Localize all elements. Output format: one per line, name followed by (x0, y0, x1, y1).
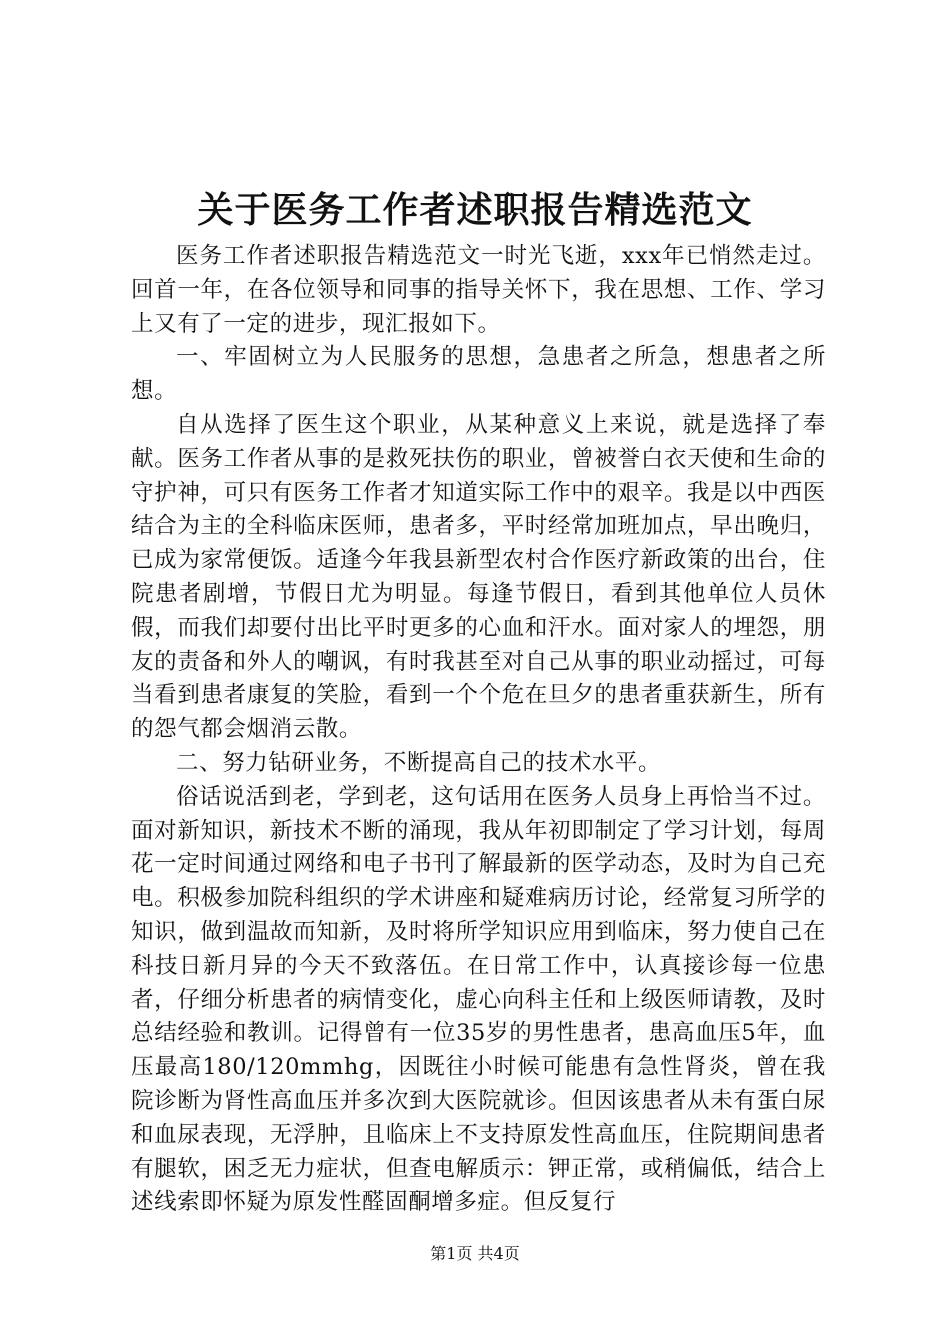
paragraph-section-2: 俗话说活到老，学到老，这句话用在医务人员身上再恰当不过。面对新知识，新技术不断的涌现，我从年初即制定了学习计划，每周花一定时间通过网络和电子书刊了解最新的医学动态，及时为自己充电。积极参加院科组织的学术讲座和疑难病历讨论，经常复习所学的知识，做到温故而知新，及时将所学知识应用到临床，努力使自己在科技日新月异的今天不致落伍。在日常工作中，认真接诊每一位患者，仔细分析患者的病情变化，虚心向科主任和上级医师请教，及时总结经验和教训。记得曾有一位35岁的男性患者，患高血压5年，血压最高180/120mmhg，因既往小时候可能患有急性肾炎，曾在我院诊断为肾性高血压并多次到大医院就诊。但因该患者从未有蛋白尿和血尿表现，无浮肿，且临床上不支持原发性高血压，住院期间患者有腿软，困乏无力症状，但查电解质示：钾正常，或稍偏低，结合上述线索即怀疑为原发性醛固酮增多症。但反复行 (131, 783, 826, 1216)
paragraph-heading-1: 一、牢固树立为人民服务的思想，急患者之所急，想患者之所想。 (131, 344, 826, 405)
page-number-footer: 第1页 共4页 (430, 1244, 520, 1263)
paragraph-section-1: 自从选择了医生这个职业，从某种意义上来说，就是选择了奉献。医务工作者从事的是救死扶伤的职业，曾被誉白衣天使和生命的守护神，可只有医务工作者才知道实际工作中的艰辛。我是以中西医结合为主的全科临床医师，患者多，平时经常加班加点，早出晚归，已成为家常便饭。适逢今年我县新型农村合作医疗新政策的出台，住院患者剧增，节假日尤为明显。每逢节假日，看到其他单位人员休假，而我们却要付出比平时更多的心血和汗水。面对家人的埋怨，朋友的责备和外人的嘲讽，有时我甚至对自己从事的职业动摇过，可每当看到患者康复的笑脸，看到一个个危在旦夕的患者重获新生，所有的怨气都会烟消云散。 (131, 411, 826, 743)
document-body (131, 240, 826, 1220)
paragraph-heading-2: 二、努力钻研业务，不断提高自己的技术水平。 (176, 749, 662, 776)
paragraph-intro: 医务工作者述职报告精选范文一时光飞逝，xxx年已悄然走过。回首一年，在各位领导和同事的指导关怀下，我在思想、工作、学习上又有了一定的进步，现汇报如下。 (131, 243, 826, 337)
document-title: 关于医务工作者述职报告精选范文 (197, 189, 753, 231)
